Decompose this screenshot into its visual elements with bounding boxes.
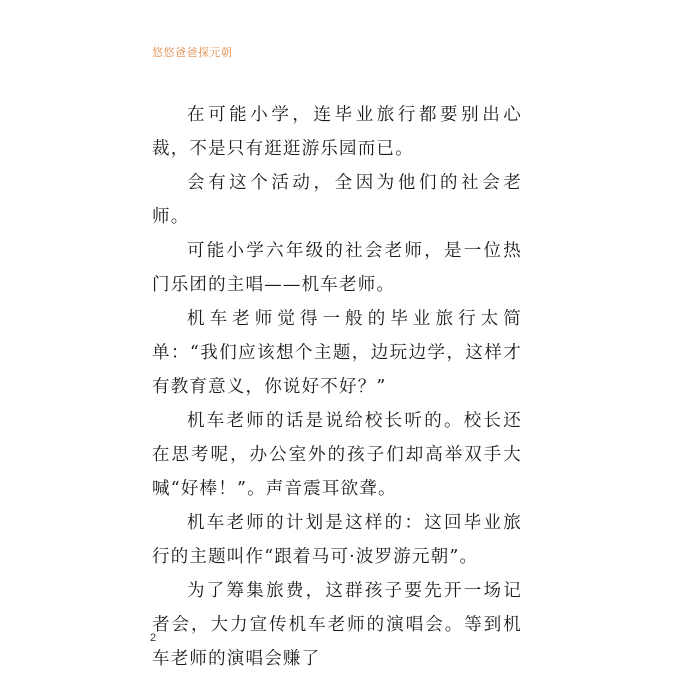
- paragraph: 会有这个活动，全因为他们的社会老师。: [152, 173, 522, 227]
- paragraph: 可能小学六年级的社会老师，是一位热门乐团的主唱——机车老师。: [152, 241, 522, 295]
- running-header: 悠悠爸爸探元朝: [152, 46, 233, 59]
- paragraph: 在可能小学，连毕业旅行都要别出心裁，不是只有逛逛游乐园而已。: [152, 105, 522, 159]
- paragraph: 机车老师觉得一般的毕业旅行太简单：“我们应该想个主题，边玩边学，这样才有教育意义，你说好不好？”: [152, 309, 522, 397]
- paragraph: 机车老师的计划是这样的：这回毕业旅行的主题叫作“跟着马可·波罗游元朝”。: [152, 513, 522, 567]
- paragraph: 为了筹集旅费，这群孩子要先开一场记者会，大力宣传机车老师的演唱会。等到机车老师的演唱会赚了: [152, 581, 522, 669]
- paragraph: 机车老师的话是说给校长听的。校长还在思考呢，办公室外的孩子们却高举双手大喊“好棒！”。声音震耳欲聋。: [152, 411, 522, 499]
- body-text: [152, 98, 522, 676]
- page-number: 2: [150, 632, 157, 644]
